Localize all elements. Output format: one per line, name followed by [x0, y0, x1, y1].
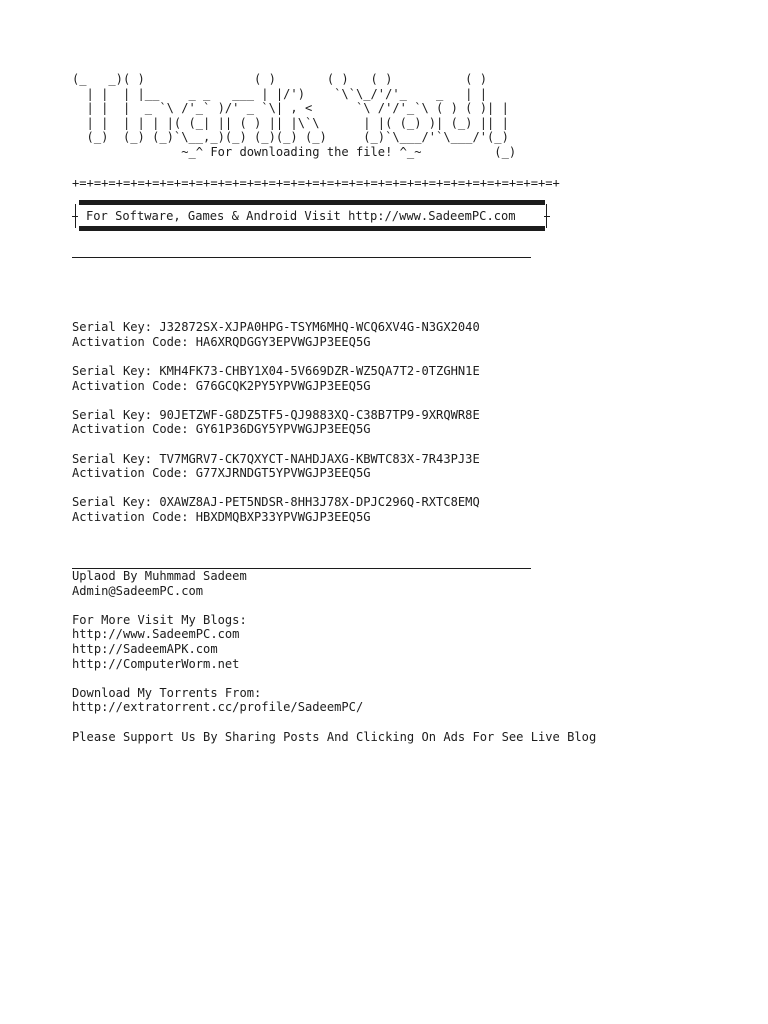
banner-text: For Software, Games & Android Visit http://www.SadeemPC.com: [86, 209, 516, 224]
blog-link-computerworm[interactable]: http://ComputerWorm.net: [72, 656, 240, 671]
key-entry: [72, 364, 732, 393]
banner-top-bar: [79, 200, 545, 205]
activation-label: Activation Code:: [72, 466, 189, 481]
activation-code: GY61P36DGY5YPVWGJP3EEQ5G: [195, 422, 371, 437]
activation-code: HBXDMQBXP33YPVWGJP3EEQ5G: [195, 509, 371, 524]
serial-label: Serial Key:: [72, 320, 153, 335]
serial-key: 0XAWZ8AJ-PET5NDSR-8HH3J78X-DPJC296Q-RXTC8EMQ: [159, 495, 480, 510]
support-text: Please Support Us By Sharing Posts And Clicking On Ads For See Live Blog: [72, 729, 597, 744]
serial-key: TV7MGRV7-CK7QXYCT-NAHDJAXG-KBWTC83X-7R43PJ3E: [159, 451, 480, 466]
footer: [72, 569, 732, 744]
torrents-link[interactable]: http://extratorrent.cc/profile/SadeemPC/: [72, 700, 364, 715]
activation-code: G76GCQK2PY5YPVWGJP3EEQ5G: [195, 378, 371, 393]
document-page: [72, 72, 732, 744]
key-entry: [72, 320, 732, 349]
key-entry: [72, 408, 732, 437]
blogs-heading: For More Visit My Blogs:: [72, 612, 247, 627]
blog-link-sadeempc[interactable]: http://www.SadeemPC.com: [72, 627, 240, 642]
serial-key: 90JETZWF-G8DZ5TF5-QJ9883XQ-C38B7TP9-9XRQWR8E: [159, 407, 480, 422]
keys-list: [72, 320, 732, 524]
serial-key: J32872SX-XJPA0HPG-TSYM6MHQ-WCQ6XV4G-N3GX2040: [159, 320, 480, 335]
banner-bottom-bar: [79, 226, 545, 231]
activation-label: Activation Code:: [72, 509, 189, 524]
serial-key: KMH4FK73-CHBY1X04-5V669DZR-WZ5QA7T2-0TZGHN1E: [159, 363, 480, 378]
serial-label: Serial Key:: [72, 363, 153, 378]
serial-label: Serial Key:: [72, 495, 153, 510]
key-entry: [72, 495, 732, 524]
banner-left-tick: [72, 216, 78, 217]
activation-code: HA6XRQDGGY3EPVWGJP3EEQ5G: [195, 334, 371, 349]
activation-label: Activation Code:: [72, 378, 189, 393]
activation-label: Activation Code:: [72, 334, 189, 349]
key-entry: [72, 452, 732, 481]
blog-link-sadeemapk[interactable]: http://SadeemAPK.com: [72, 642, 218, 657]
contact-email[interactable]: Admin@SadeemPC.com: [72, 583, 204, 598]
uploader-text: Uplaod By Muhmmad Sadeem: [72, 569, 247, 584]
activation-label: Activation Code:: [72, 422, 189, 437]
serial-label: Serial Key:: [72, 451, 153, 466]
ascii-art-title: (_ _)( ) ( ) ( ) ( ) ( ) | | | |__ _ _ ___ | |/') `\`\_/'/'_ _ | | | | | _ `\ /'_` )/' _ `\| , < `\ /'/'_`\ ( ) ( )| | | | | | | |( (_| || ( ) || |\`\ | |( (_) )| (_) || | (_) (_) (_)`\__,_)(_) (_)(_) (_) (_)`\___/'`\___/'(_) ~_^ For downloading the file! ^_~ (_): [72, 72, 517, 159]
promo-banner: [72, 200, 550, 236]
activation-code: G77XJRNDGT5YPVWGJP3EEQ5G: [195, 466, 371, 481]
banner-right-tick: [544, 216, 550, 217]
torrents-heading: Download My Torrents From:: [72, 685, 262, 700]
serial-label: Serial Key:: [72, 407, 153, 422]
divider-line: +=+=+=+=+=+=+=+=+=+=+=+=+=+=+=+=+=+=+=+=+=+=+=+=+=+=+=+=+=+=+=+=+=+: [72, 175, 560, 190]
